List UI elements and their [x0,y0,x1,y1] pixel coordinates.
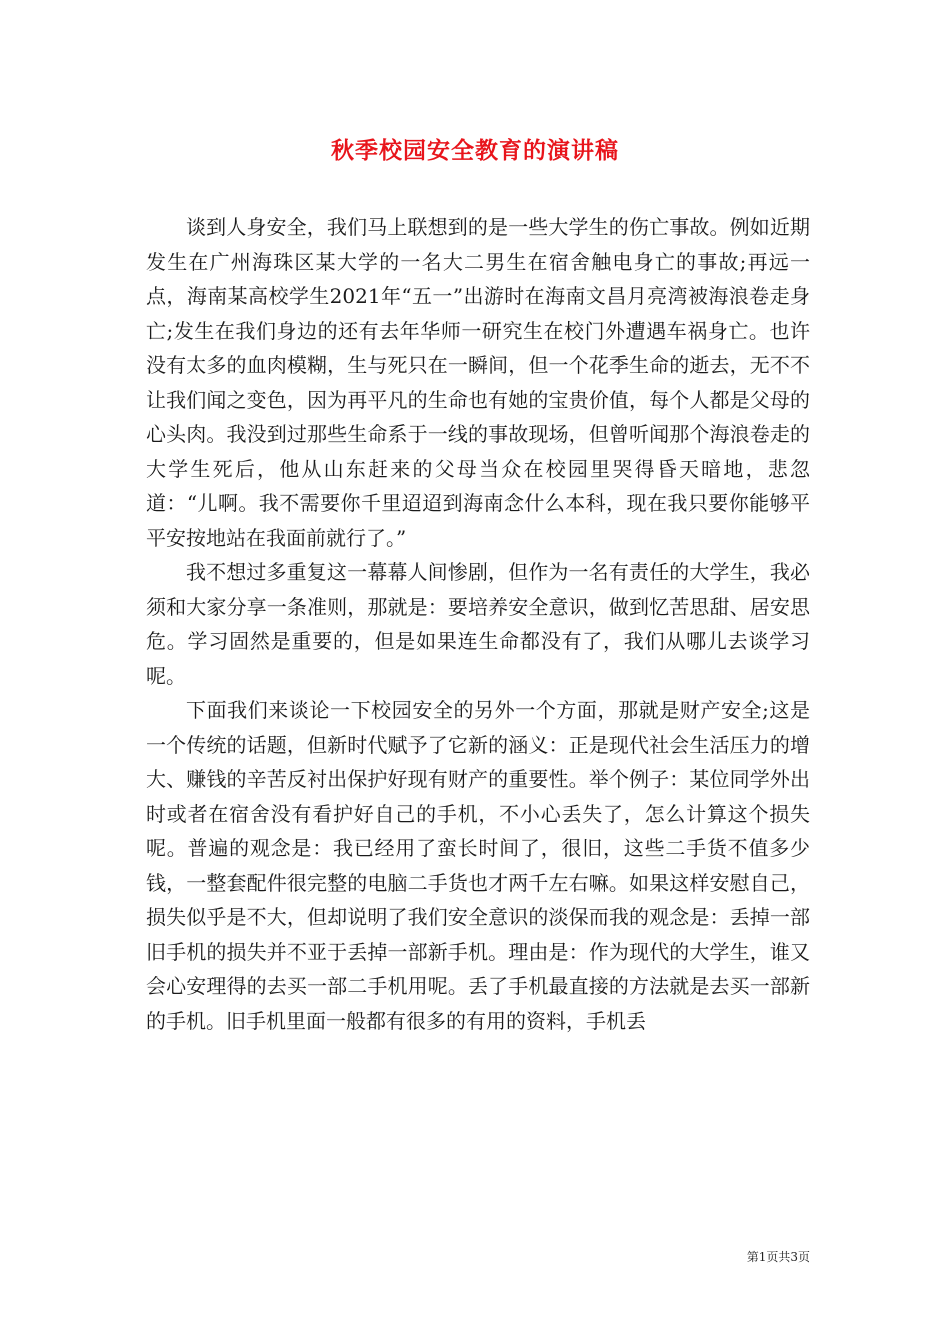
paragraph-3: 下面我们来谈论一下校园安全的另外一个方面，那就是财产安全;这是一个传统的话题，但新时代赋予了它新的涵义：正是现代社会生活压力的增大、赚钱的辛苦反衬出保护好现有财产的重要性。举个例子：某位同学外出时或者在宿舍没有看护好自己的手机，不小心丢失了，怎么计算这个损失呢。普遍的观念是：我已经用了蛮长时间了，很旧，这些二手货不值多少钱，一整套配件很完整的电脑二手货也才两千左右嘛。如果这样安慰自己，损失似乎是不大，但却说明了我们安全意识的淡保而我的观念是：丢掉一部旧手机的损失并不亚于丢掉一部新手机。理由是：作为现代的大学生，谁又会心安理得的去买一部二手机用呢。丢了手机最直接的方法就是去买一部新的手机。旧手机里面一般都有很多的有用的资料，手机丢 [146,698,810,1033]
page-title: 秋季校园安全教育的演讲稿 [331,137,619,164]
paragraph-1: 谈到人身安全，我们马上联想到的是一些大学生的伤亡事故。例如近期发生在广州海珠区某大学的一名大二男生在宿舍触电身亡的事故;再远一点，海南某高校学生2021年“五一”出游时在海南文昌月亮湾被海浪卷走身亡;发生在我们身边的还有去年华师一研究生在校门外遭遇车祸身亡。也许没有太多的血肉模糊，生与死只在一瞬间，但一个花季生命的逝去，无不不让我们闻之变色，因为再平凡的生命也有她的宝贵价值，每个人都是父母的心头肉。我没到过那些生命系于一线的事故现场，但曾听闻那个海浪卷走的大学生死后，他从山东赶来的父母当众在校园里哭得昏天暗地，悲忽道：“儿啊。我不需要你千里迢迢到海南念什么本科，现在我只要你能够平平安按地站在我面前就行了。” [146,215,810,550]
page-number: 第1页共3页 [746,1250,810,1264]
document-body [146,210,810,1038]
paragraph-2: 我不想过多重复这一幕幕人间惨剧，但作为一名有责任的大学生，我必须和大家分享一条准则，那就是：要培养安全意识，做到忆苦思甜、居安思危。学习固然是重要的，但是如果连生命都没有了，我们从哪儿去谈学习呢。 [146,560,810,688]
